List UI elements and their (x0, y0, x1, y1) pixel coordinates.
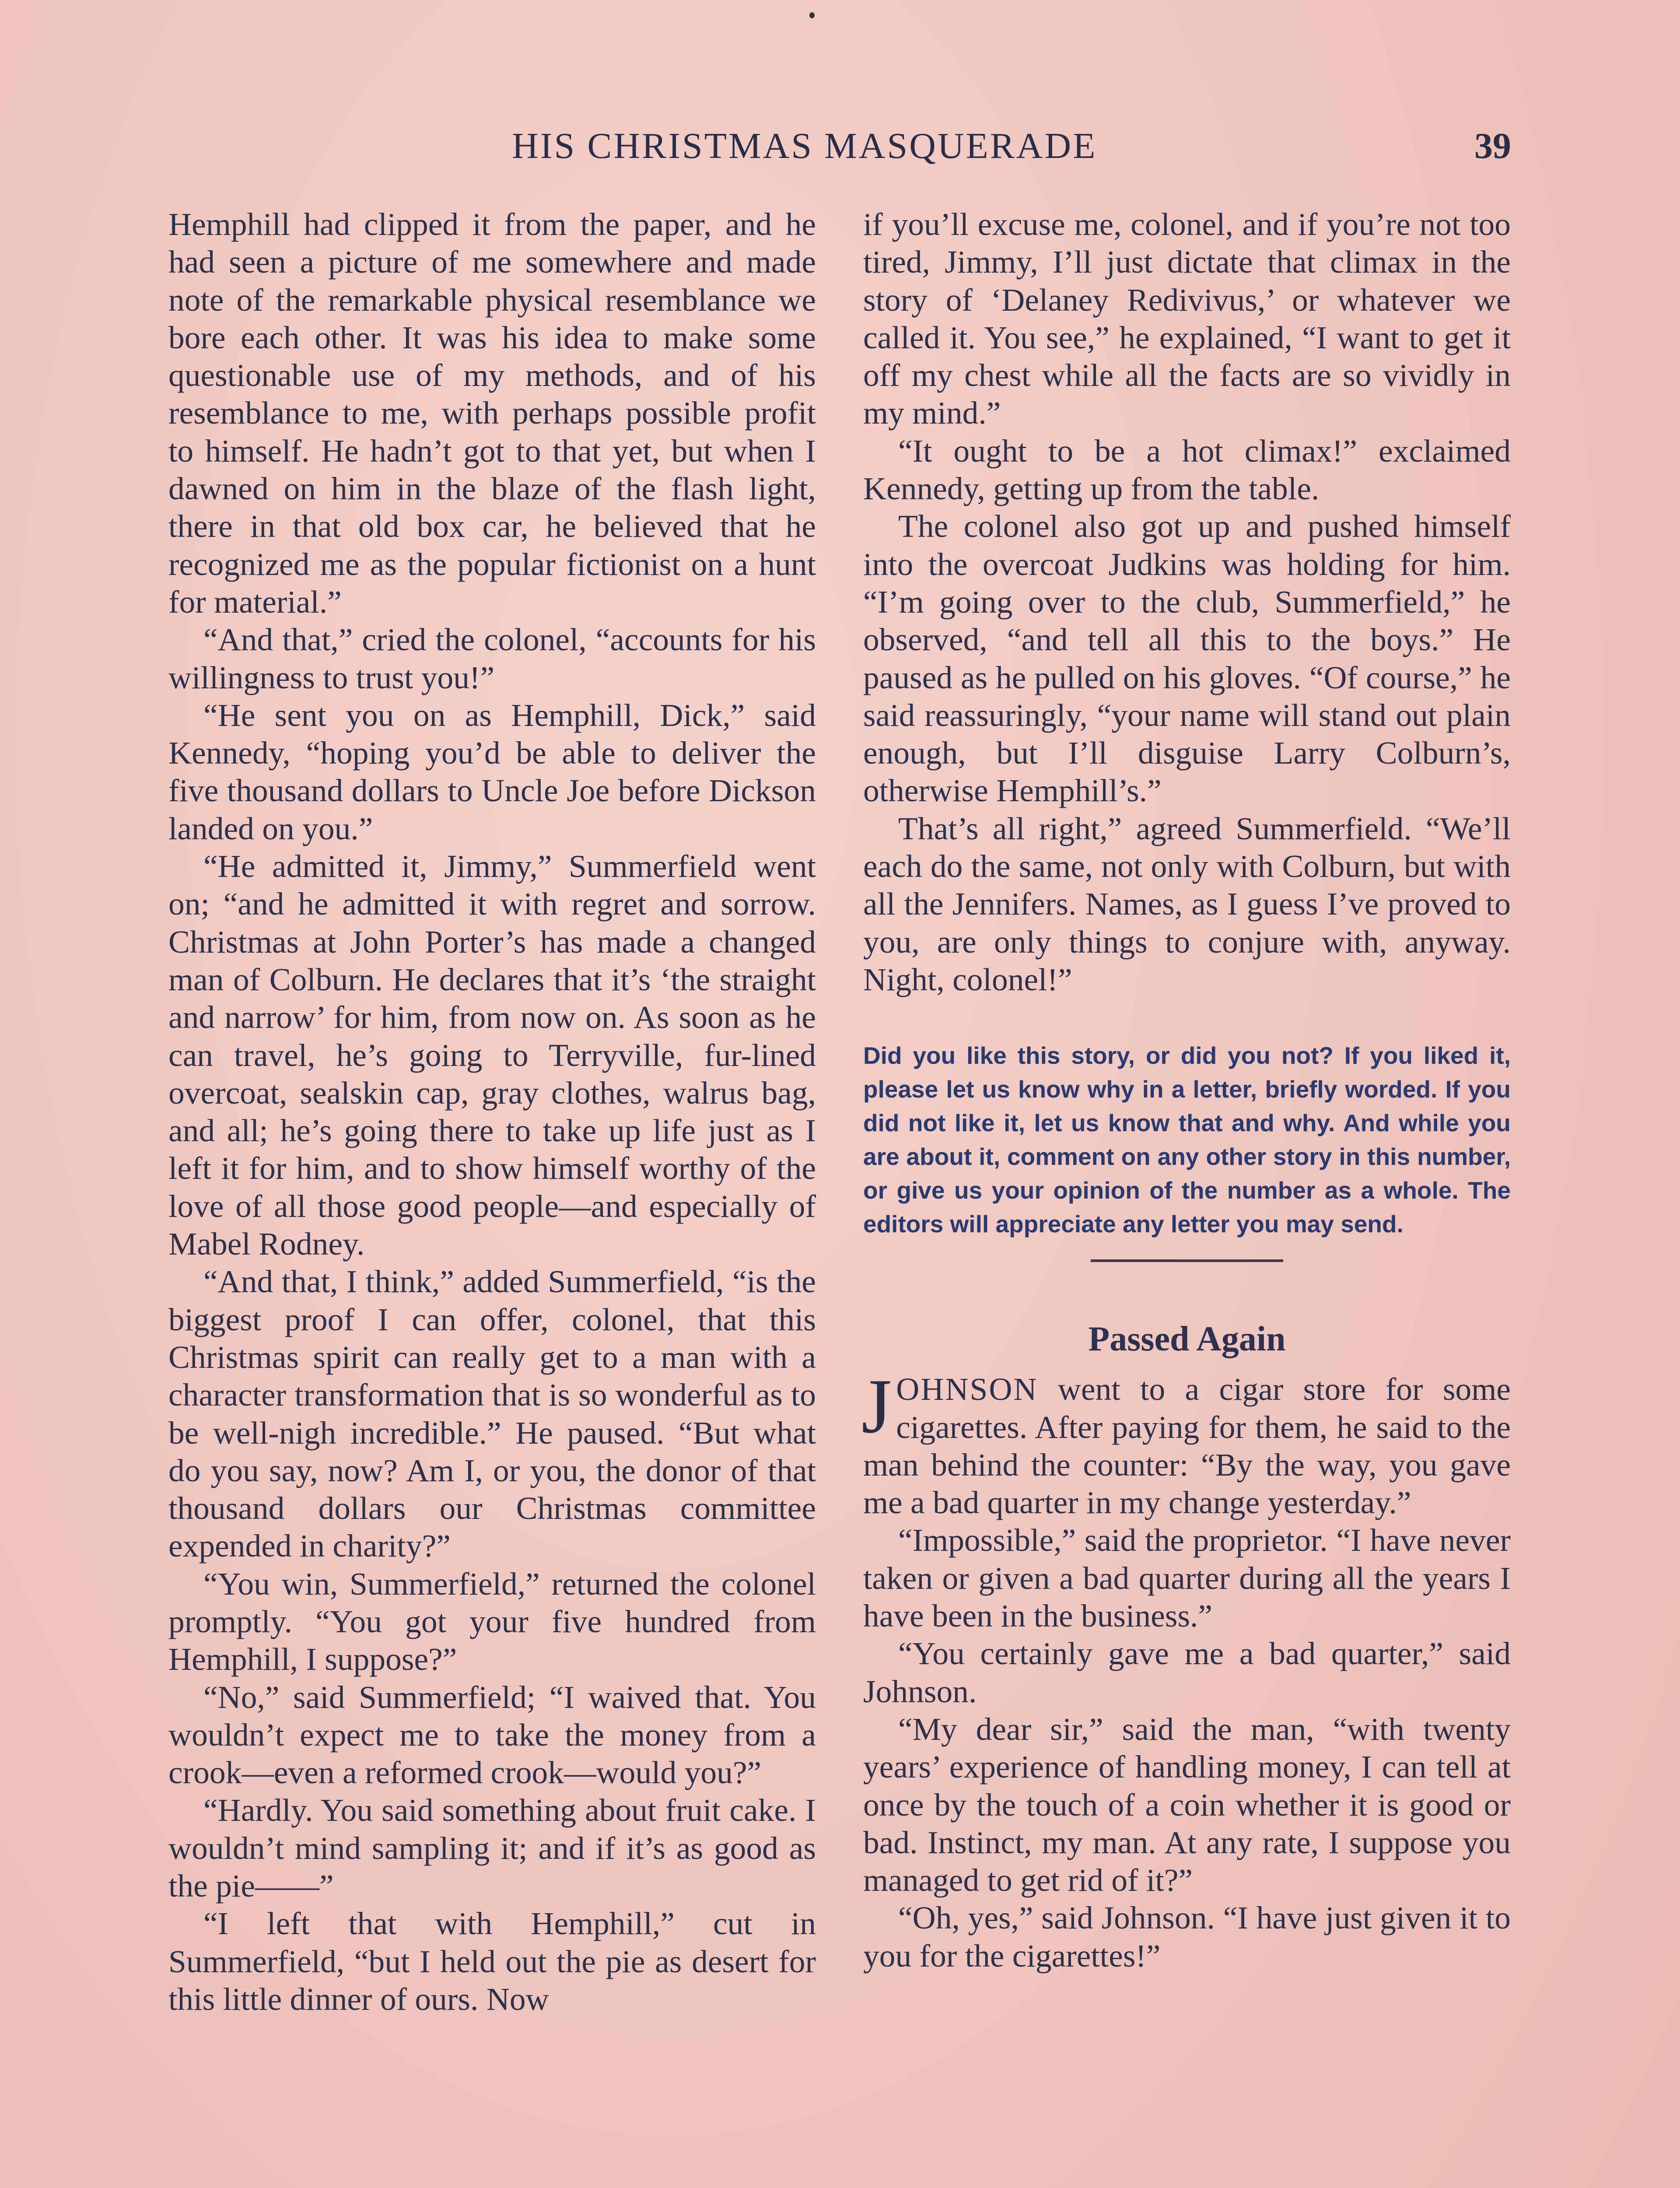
running-title: HIS CHRISTMAS MASQUERADE (512, 126, 1097, 166)
ink-speck (809, 12, 815, 18)
paragraph: The colonel also got up and pushed himself into the overcoat Judkins was holding for him. “I’m going over to the club, Summerfield,” he observed, “and tell all this to the boys.” He paused as he pulled on his gloves. “Of course,” he said reassuringly, “your name will stand out plain enough, but I’ll disguise Larry Colburn’s, otherwise Hemphill’s.” (863, 508, 1511, 809)
paragraph: “He sent you on as Hemphill, Dick,” said Kennedy, “hoping you’d be able to deliver the five thousand dollars to Uncle Joe before Dickson landed on you.” (168, 697, 816, 846)
paragraph: “And that, I think,” added Summerfield, “is the biggest proof I can offer, colonel, that this Christmas spirit can really get to a man with a character transformation that is so wonderful as to be well-nigh incredible.” He paused. “But what do you say, now? Am I, or you, the donor of that thousand dollars our Christmas committee expended in charity?” (168, 1264, 816, 1564)
paragraph: That’s all right,” agreed Summerfield. “We’ll each do the same, not only with Colburn, but with all the Jennifers. Names, as I guess I’ve proved to you, are only things to conjure with, anyway. Night, colonel!” (863, 810, 1511, 997)
paragraph: “Oh, yes,” said Johnson. “I have just given it to you for the cigarettes!” (863, 1900, 1511, 1974)
paragraph: “Impossible,” said the proprietor. “I have never taken or given a bad quarter during all the years I have been in the business.” (863, 1522, 1511, 1634)
paragraph: “You certainly gave me a bad quarter,” said Johnson. (863, 1636, 1511, 1709)
paragraph: Hemphill had clipped it from the paper, and he had seen a picture of me somewhere and made note of the remarkable physical resemblance we bore each other. It was his idea to make some questionable use of my methods, and of his resemblance to me, with perhaps possible profit to himself. He hadn’t got to that yet, but when I dawned on him in the blaze of the flash light, there in that old box car, he believed that he recognized me as the popular fictionist on a hunt for material.” (168, 207, 816, 620)
left-column (168, 206, 816, 2018)
right-column (863, 206, 1511, 1975)
drop-cap: J (861, 1363, 892, 1450)
first-paragraph-text: went to a cigar store for some cigarettes. After paying for them, he said to the man behind the counter: “By the way, you gave me a bad quarter in my change yesterday.” (863, 1371, 1511, 1521)
paragraph: “My dear sir,” said the man, “with twenty years’ experience of handling money, I can tell at once by the touch of a coin whether it is good or bad. Instinct, my man. At any rate, I suppose you managed to get rid of it?” (863, 1711, 1511, 1898)
story-title: Passed Again (1088, 1320, 1286, 1359)
paragraph: “You win, Summerfield,” returned the colonel promptly. “You got your five hundred from Hemphill, I suppose?” (168, 1566, 816, 1677)
paragraph: if you’ll excuse me, colonel, and if you’re not too tired, Jimmy, I’ll just dictate that climax in the story of ‘Delaney Redivivus,’ or whatever we called it. You see,” he explained, “I want to get it off my chest while all the facts are so vividly in my mind.” (863, 207, 1511, 431)
paragraph: “No,” said Summerfield; “I waived that. You wouldn’t expect me to take the money from a crook—even a reformed crook—would you?” (168, 1679, 816, 1791)
first-word-rest: OHNSON (896, 1371, 1038, 1407)
reader-feedback-notice: Did you like this story, or did you not? If you liked it, please let us know why in a letter, briefly worded. If you did not like it, let us know that and why. And while you are about it, comment on any other story in this number, or give us your opinion of the number as a whole. The editors will appreciate any letter you may send. (863, 1042, 1511, 1238)
paragraph: “And that,” cried the colonel, “accounts for his willingness to trust you!” (168, 622, 816, 695)
section-divider (1091, 1259, 1283, 1262)
paragraph: “Hardly. You said something about fruit cake. I wouldn’t mind sampling it; and if it’s as good as the pie——” (168, 1792, 816, 1904)
story-first-paragraph (861, 1363, 1511, 1522)
paragraph: “He admitted it, Jimmy,” Summerfield went on; “and he admitted it with regret and sorrow. Christmas at John Porter’s has made a changed man of Colburn. He declares that it’s ‘the straight and narrow’ for him, from now on. As soon as he can travel, he’s going to Terryville, fur-lined overcoat, sealskin cap, gray clothes, walrus bag, and all; he’s going there to take up life just as I left it for him, and to show himself worthy of the love of all those good people—and especially of Mabel Rodney. (168, 849, 816, 1262)
paragraph: “It ought to be a hot climax!” exclaimed Kennedy, getting up from the table. (863, 433, 1511, 507)
page-number: 39 (1474, 126, 1511, 166)
paragraph: “I left that with Hemphill,” cut in Summerfield, “but I held out the pie as desert for this little dinner of ours. Now (168, 1906, 816, 2017)
